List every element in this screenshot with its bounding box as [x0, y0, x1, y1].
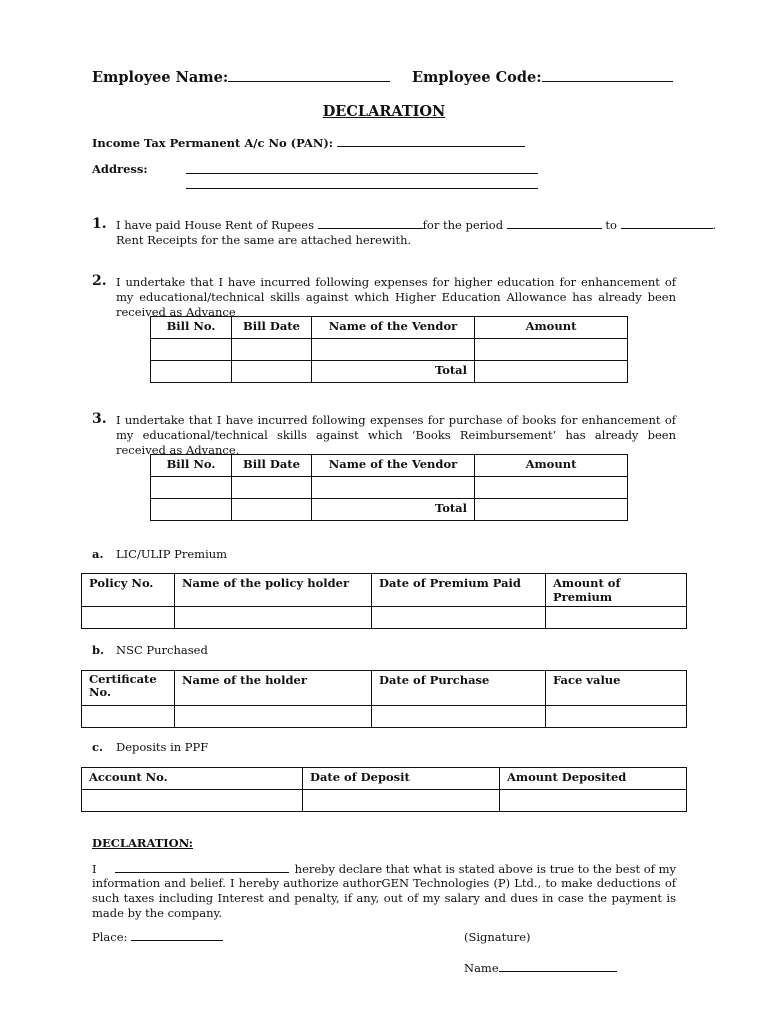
- section-b-label: NSC Purchased: [116, 643, 208, 657]
- table-row: [82, 607, 687, 629]
- employee-name-field: [92, 68, 390, 86]
- table-cell[interactable]: [372, 607, 546, 629]
- table-cell[interactable]: [82, 607, 175, 629]
- table-cell[interactable]: [232, 339, 312, 361]
- declaration-text-2: information and belief. I hereby authorize authorGEN Technologies (P) Ltd., to make deductions of such taxes including Interest and penalty, if any, out of my salary and dues in case the payment is made by the company.: [92, 876, 676, 920]
- col-amount: Amount: [475, 455, 628, 477]
- item-1-text-c: to: [605, 218, 617, 232]
- col-purchase-date: Date of Purchase: [372, 671, 546, 706]
- address-line-2[interactable]: [186, 178, 538, 189]
- total-amount-cell[interactable]: [475, 499, 628, 521]
- nsc-table: [81, 670, 687, 728]
- section-a-letter: a.: [92, 547, 104, 561]
- col-amount-deposited: Amount Deposited: [500, 768, 687, 790]
- table-row: [151, 477, 628, 499]
- place-label: Place:: [92, 930, 128, 944]
- lic-ulip-table: [81, 573, 687, 629]
- place-blank[interactable]: [131, 930, 223, 941]
- total-label: Total: [312, 361, 475, 383]
- table-cell[interactable]: [312, 477, 475, 499]
- table-cell[interactable]: [312, 339, 475, 361]
- table-row: [82, 790, 687, 812]
- name-field: [464, 961, 617, 975]
- employee-name-label: Employee Name:: [92, 69, 229, 86]
- employee-code-blank[interactable]: [542, 68, 673, 82]
- item-1-number: 1.: [92, 216, 107, 232]
- employee-code-label: Employee Code:: [412, 69, 542, 86]
- rent-amount-blank[interactable]: [318, 218, 423, 229]
- col-bill-no: Bill No.: [151, 455, 232, 477]
- page-title: DECLARATION: [322, 103, 446, 120]
- item-3-number: 3.: [92, 411, 107, 427]
- address-label: Address:: [92, 162, 148, 176]
- table-cell[interactable]: [151, 499, 232, 521]
- table-cell[interactable]: [151, 361, 232, 383]
- table-cell[interactable]: [151, 339, 232, 361]
- section-c-label: Deposits in PPF: [116, 740, 209, 754]
- section-a-label: LIC/ULIP Premium: [116, 547, 228, 561]
- employee-name-blank[interactable]: [228, 68, 390, 82]
- item-1-line-1: [116, 218, 716, 232]
- declaration-line-1: [92, 862, 676, 876]
- col-bill-no: Bill No.: [151, 317, 232, 339]
- table-cell[interactable]: [232, 361, 312, 383]
- item-2-text: I undertake that I have incurred following expenses for higher education for enhancement of my educational/technical skills against which Higher Education Allowance has already been received as Advance: [116, 275, 676, 319]
- name-label: Name: [464, 961, 499, 975]
- table-cell[interactable]: [151, 477, 232, 499]
- col-holder-name: Name of the holder: [175, 671, 372, 706]
- col-deposit-date: Date of Deposit: [303, 768, 500, 790]
- col-vendor: Name of the Vendor: [312, 317, 475, 339]
- pan-label: Income Tax Permanent A/c No (PAN):: [92, 136, 334, 150]
- item-1-text-b: for the period: [422, 218, 504, 232]
- col-policy-holder: Name of the policy holder: [175, 574, 372, 607]
- table-row: [82, 706, 687, 728]
- col-bill-date: Bill Date: [232, 455, 312, 477]
- employee-code-field: [412, 68, 673, 86]
- table-cell[interactable]: [175, 607, 372, 629]
- col-bill-date: Bill Date: [232, 317, 312, 339]
- table-cell[interactable]: [500, 790, 687, 812]
- item-3-text: I undertake that I have incurred following expenses for purchase of books for enhancement of my educational/technical skills against which ‘Books Reimbursement’ has already been received as Advance.: [116, 413, 676, 457]
- item-2-number: 2.: [92, 273, 107, 289]
- total-row: [151, 361, 628, 383]
- col-premium-amount: Amount of Premium: [546, 574, 687, 607]
- table-cell[interactable]: [372, 706, 546, 728]
- ppf-table: [81, 767, 687, 812]
- table-row: [151, 339, 628, 361]
- total-amount-cell[interactable]: [475, 361, 628, 383]
- declaration-title: DECLARATION:: [92, 836, 194, 850]
- col-certificate-no: Certificate No.: [82, 671, 175, 706]
- table-cell[interactable]: [232, 499, 312, 521]
- table-cell[interactable]: [546, 607, 687, 629]
- section-c-letter: c.: [92, 740, 104, 754]
- col-vendor: Name of the Vendor: [312, 455, 475, 477]
- table-cell[interactable]: [82, 790, 303, 812]
- col-face-value: Face value: [546, 671, 687, 706]
- signature-label: (Signature): [464, 930, 531, 944]
- table-cell[interactable]: [232, 477, 312, 499]
- address-line-1[interactable]: [186, 163, 538, 174]
- col-amount: Amount: [475, 317, 628, 339]
- period-from-blank[interactable]: [507, 218, 602, 229]
- name-blank[interactable]: [499, 961, 617, 972]
- higher-education-table: [150, 316, 628, 383]
- declarant-name-blank[interactable]: [115, 862, 289, 873]
- period-to-blank[interactable]: [621, 218, 713, 229]
- total-row: [151, 499, 628, 521]
- col-account-no: Account No.: [82, 768, 303, 790]
- table-cell[interactable]: [175, 706, 372, 728]
- table-cell[interactable]: [475, 339, 628, 361]
- item-1-text-d: .: [712, 218, 717, 232]
- total-label: Total: [312, 499, 475, 521]
- table-cell[interactable]: [82, 706, 175, 728]
- item-1-line-2: Rent Receipts for the same are attached herewith.: [116, 233, 412, 247]
- declaration-text-1: hereby declare that what is stated above is true to the best of my: [294, 862, 676, 876]
- pan-field: [92, 135, 525, 150]
- section-b-letter: b.: [92, 643, 105, 657]
- table-cell[interactable]: [303, 790, 500, 812]
- declaration-i: I: [92, 862, 97, 876]
- item-1-text-a: I have paid House Rent of Rupees: [116, 218, 314, 232]
- col-premium-date: Date of Premium Paid: [372, 574, 546, 607]
- col-policy-no: Policy No.: [82, 574, 175, 607]
- pan-blank[interactable]: [337, 135, 525, 147]
- place-field: [92, 930, 223, 944]
- books-table: [150, 454, 628, 521]
- table-cell[interactable]: [475, 477, 628, 499]
- table-cell[interactable]: [546, 706, 687, 728]
